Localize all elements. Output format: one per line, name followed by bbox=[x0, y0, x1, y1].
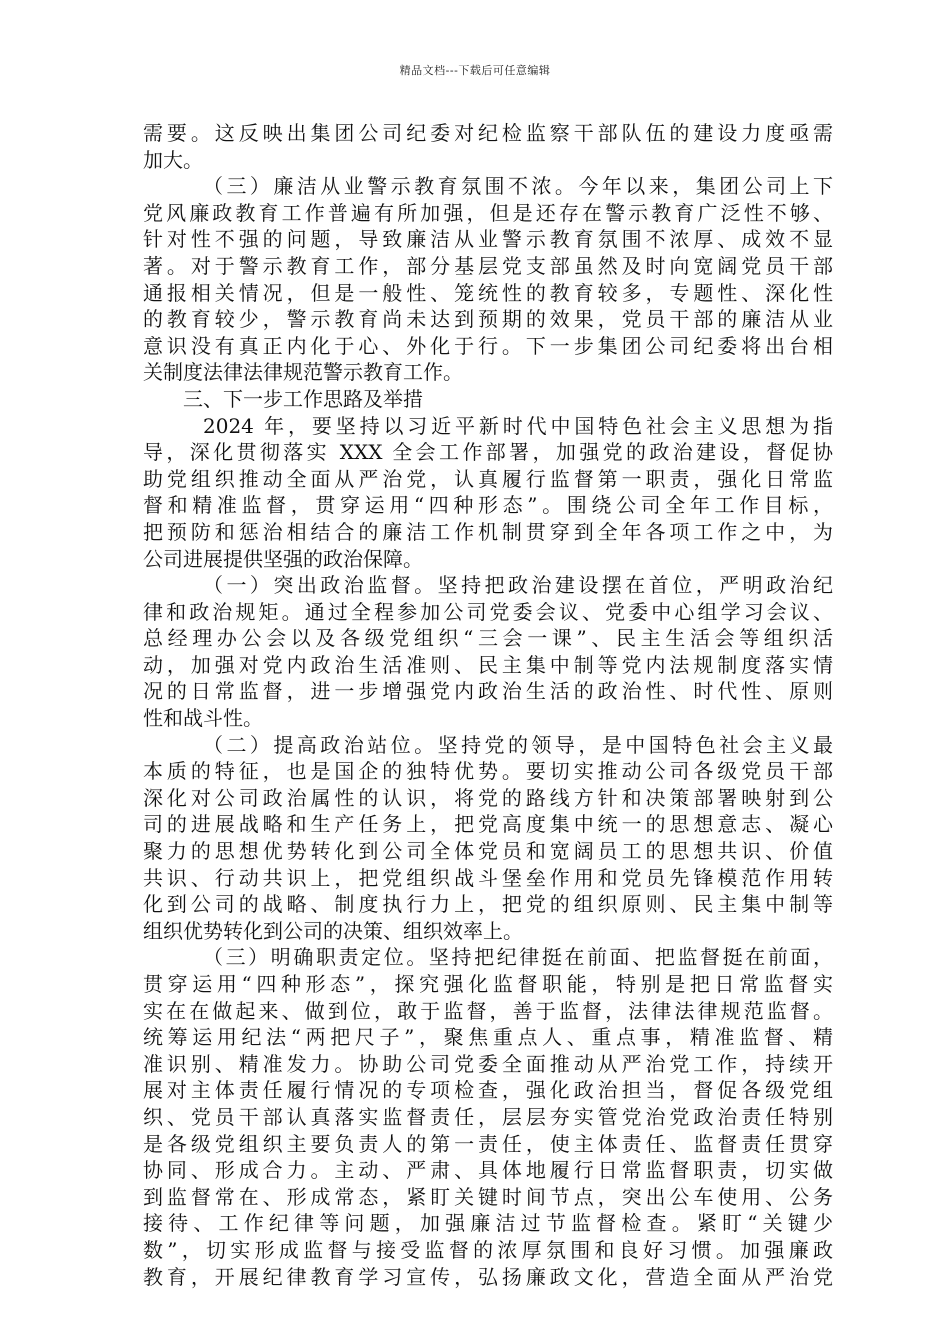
text-line: 接待、工作纪律等问题，加强廉洁过节监督检查。紧盯“关键少 bbox=[143, 1211, 833, 1236]
text-line: 把预防和惩治相结合的廉洁工作机制贯穿到全年各项工作之中，为 bbox=[143, 519, 833, 544]
text-line: 教育，开展纪律教育学习宣传，弘扬廉政文化，营造全面从严治党 bbox=[143, 1264, 833, 1289]
text-line: 2024 年，要坚持以习近平新时代中国特色社会主义思想为指 bbox=[203, 413, 833, 438]
text-line: 况的日常监督，进一步增强党内政治生活的政治性、时代性、原则 bbox=[143, 679, 833, 704]
text-line: 深化对公司政治属性的认识，将党的路线方针和决策部署映射到公 bbox=[143, 785, 833, 810]
text-line: 准识别、精准发力。协助公司党委全面推动从严治党工作，持续开 bbox=[143, 1051, 833, 1076]
text-line: 聚力的思想优势转化到公司全体党员和宽阔员工的思想共识、价值 bbox=[143, 839, 833, 864]
text-line: （二）提高政治站位。坚持党的领导，是中国特色社会主义最 bbox=[203, 732, 833, 757]
section-heading: 三、下一步工作思路及举措 bbox=[183, 386, 423, 411]
text-line: 总经理办公会以及各级党组织“三会一课”、民主生活会等组织活 bbox=[143, 626, 833, 651]
text-line: 公司进展提供坚强的政治保障。 bbox=[143, 546, 423, 571]
text-line: 关制度法律法律规范警示教育工作。 bbox=[143, 360, 463, 385]
text-line: 督和精准监督，贯穿运用“四种形态”。围绕公司全年工作目标， bbox=[143, 493, 833, 518]
text-line: 共识、行动共识上，把党组织战斗堡垒作用和党员先锋模范作用转 bbox=[143, 865, 833, 890]
text-line: 律和政治规矩。通过全程参加公司党委会议、党委中心组学习会议、 bbox=[143, 599, 833, 624]
text-line: 数”，切实形成监督与接受监督的浓厚氛围和良好习惯。加强廉政 bbox=[143, 1237, 833, 1262]
text-line: 化到公司的战略、制度执行力上，把党的组织原则、民主集中制等 bbox=[143, 892, 833, 917]
text-line: （三）廉洁从业警示教育氛围不浓。今年以来，集团公司上下 bbox=[203, 174, 833, 199]
text-line: （三）明确职责定位。坚持把纪律挺在前面、把监督挺在前面， bbox=[203, 945, 833, 970]
text-line: 著。对于警示教育工作，部分基层党支部虽然及时向宽阔党员干部 bbox=[143, 253, 833, 278]
text-line: 动，加强对党内政治生活准则、民主集中制等党内法规制度落实情 bbox=[143, 652, 833, 677]
text-line: 展对主体责任履行情况的专项检查，强化政治担当，督促各级党组 bbox=[143, 1078, 833, 1103]
text-line: 织、党员干部认真落实监督责任，层层夯实管党治党政治责任特别 bbox=[143, 1104, 833, 1129]
text-line: 意识没有真正内化于心、外化于行。下一步集团公司纪委将出台相 bbox=[143, 333, 833, 358]
text-line: 统筹运用纪法“两把尺子”，聚焦重点人、重点事，精准监督、精 bbox=[143, 1025, 833, 1050]
text-line: 实在在做起来、做到位，敢于监督，善于监督，法律法律规范监督。 bbox=[143, 998, 833, 1023]
text-line: 组织优势转化到公司的决策、组织效率上。 bbox=[143, 918, 523, 943]
text-line: 司的进展战略和生产任务上，把党高度集中统一的思想意志、凝心 bbox=[143, 812, 833, 837]
text-line: 党风廉政教育工作普遍有所加强，但是还存在警示教育广泛性不够、 bbox=[143, 200, 833, 225]
text-line: 性和战斗性。 bbox=[143, 706, 263, 731]
text-line: 需要。这反映出集团公司纪委对纪检监察干部队伍的建设力度亟需 bbox=[143, 121, 833, 145]
text-line: 的教育较少，警示教育尚未达到预期的效果，党员干部的廉洁从业 bbox=[143, 307, 833, 332]
page-header: 精品文档---下载后可任意编辑 bbox=[399, 64, 551, 77]
text-line: 导，深化贯彻落实 XXX 全会工作部署，加强党的政治建设，督促协 bbox=[143, 440, 833, 465]
text-line: 助党组织推动全面从严治党，认真履行监督第一职责，强化日常监 bbox=[143, 466, 833, 491]
text-line: 针对性不强的问题，导致廉洁从业警示教育氛围不浓厚、成效不显 bbox=[143, 227, 833, 252]
text-line: 贯穿运用“四种形态”，探究强化监督职能，特别是把日常监督实 bbox=[143, 972, 833, 996]
text-line: 本质的特征，也是国企的独特优势。要切实推动公司各级党员干部 bbox=[143, 759, 833, 784]
document-body bbox=[143, 120, 833, 1290]
text-line: 是各级党组织主要负责人的第一责任，使主体责任、监督责任贯穿 bbox=[143, 1131, 833, 1156]
text-line: 通报相关情况，但是一般性、笼统性的教育较多，专题性、深化性 bbox=[143, 280, 833, 305]
text-line: 协同、形成合力。主动、严肃、具体地履行日常监督职责，切实做 bbox=[143, 1158, 833, 1183]
text-line: 加大。 bbox=[143, 147, 203, 172]
text-line: （一）突出政治监督。坚持把政治建设摆在首位，严明政治纪 bbox=[203, 573, 833, 598]
text-line: 到监督常在、形成常态，紧盯关键时间节点，突出公车使用、公务 bbox=[143, 1184, 833, 1209]
